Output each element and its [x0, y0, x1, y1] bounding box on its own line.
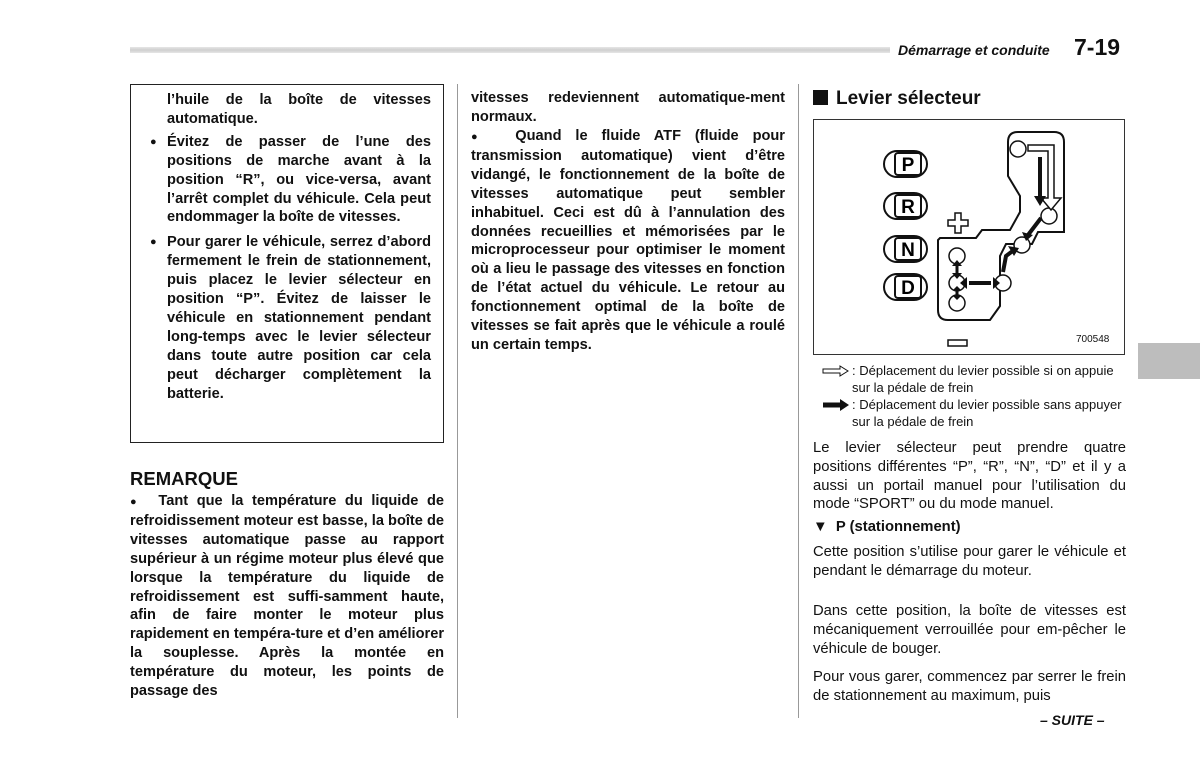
section-title-text: Levier sélecteur: [836, 88, 981, 109]
subsection-heading: [813, 519, 961, 535]
caution-box: [130, 84, 444, 443]
legend-item-solid: [822, 397, 1122, 430]
legend-text: : Déplacement du levier possible si on appuie sur la pédale de frein: [852, 363, 1114, 395]
svg-text:R: R: [901, 197, 915, 218]
svg-text:P: P: [901, 155, 915, 176]
selector-lever-figure: [813, 119, 1125, 355]
position-circle: [1010, 141, 1026, 157]
remarque-text: [130, 492, 444, 701]
outline-arrow-icon: [822, 365, 850, 377]
bullet-icon: ●: [130, 496, 142, 508]
solid-arrow-icon: [1003, 250, 1014, 272]
middle-continuation: vitesses redeviennent automatique-ment normaux.: [471, 90, 785, 125]
gear-label-r: [884, 193, 927, 219]
caution-item-text: Pour garer le véhicule, serrez d’abord fermement le frein de stationnement, puis placez le levier sélecteur en position “P”. Évitez de laisser le véhicule en stationnement pendant long-temps avec le levier sélecteur dans toute autre position car cela peut décharger complètement la batterie.: [167, 234, 431, 402]
remarque-heading: REMARQUE: [130, 468, 238, 489]
continued-marker: – SUITE –: [1040, 712, 1105, 728]
svg-text:N: N: [901, 240, 915, 261]
middle-item-text: Quand le fluide ATF (fluide pour transmission automatique) vient d’être vidangé, le fonctionnement de la boîte de vitesses automatique peut sembler inhabituel. Ceci est dû à l’annulation des données recueillies et mémorisées par le microprocesseur pour optimiser le moment où a lieu le passage des vitesses en fonction de l’état actuel du véhicule. Le retour au fonctionnement optimal de la boîte de vitesses se fait après que le véhicule a roulé un certain temps.: [471, 128, 785, 353]
running-header-section: Démarrage et conduite: [898, 42, 1050, 58]
section-title: [813, 88, 981, 110]
paragraph: Pour vous garer, commencez par serrer le frein de stationnement au maximum, puis: [813, 669, 1126, 704]
page-number: 7-19: [1074, 34, 1121, 60]
solid-arrow-icon: [822, 399, 850, 411]
remarque-body: Tant que la température du liquide de refroidissement moteur est basse, la boîte de vitesses automatique passe au rapport supérieur à un régime moteur plus élevé que lorsque la température du liquide de refroidissement est suffi-samment haute, afin de faire monter le moteur plus rapidement en tempéra-ture et d’en améliorer la souplesse. Après la montée en température du moteur, les points de passage des: [130, 493, 444, 700]
header-rule: [130, 47, 890, 53]
triangle-down-icon: ▼: [813, 519, 828, 535]
caution-item-text: Évitez de passer de l’une des positions de marche avant à la position “R”, ou vice-versa, avant l’arrêt complet du véhicule. Cela peut endommager la boîte de vitesses.: [167, 133, 431, 226]
column-divider-left: [457, 84, 458, 718]
bullet-icon: ●: [150, 135, 157, 148]
paragraph: Cette position s’utilise pour garer le véhicule et pendant le démarrage du moteur.: [813, 544, 1126, 579]
selector-intro: Le levier sélecteur peut prendre quatre positions différentes “P”, “R”, “N”, “D” et il y a aussi un portail manuel pour l’utilisation du mode “SPORT” ou du mode manuel.: [813, 440, 1126, 513]
figure-code: 700548: [1076, 334, 1110, 345]
minus-icon: [948, 340, 967, 346]
gear-label-p: [884, 151, 927, 177]
gear-label-n: [884, 236, 927, 262]
column-divider-right: [798, 84, 799, 718]
outline-arrow-icon: [1028, 145, 1061, 210]
gear-label-d: [884, 274, 927, 300]
legend-item-outline: [822, 363, 1122, 396]
caution-item: [141, 133, 431, 228]
legend-text: : Déplacement du levier possible sans appuyer sur la pédale de frein: [852, 397, 1122, 429]
middle-item: [471, 127, 785, 355]
subsection-heading-text: P (stationnement): [835, 519, 961, 535]
paragraph: Dans cette position, la boîte de vitesses est mécaniquement verrouillée pour em-pêcher le véhicule de bouger.: [813, 603, 1126, 657]
plus-icon: [948, 213, 968, 233]
bullet-icon: ●: [150, 236, 157, 249]
caution-intro: l’huile de la boîte de vitesses automatique.: [167, 92, 431, 127]
caution-item: [141, 233, 431, 403]
square-bullet-icon: [813, 90, 828, 105]
bullet-icon: ●: [471, 131, 488, 143]
svg-text:D: D: [901, 278, 915, 299]
gate-diagram: [814, 120, 1126, 356]
position-circle: [1041, 208, 1057, 224]
chapter-thumb-tab: [1138, 343, 1200, 379]
